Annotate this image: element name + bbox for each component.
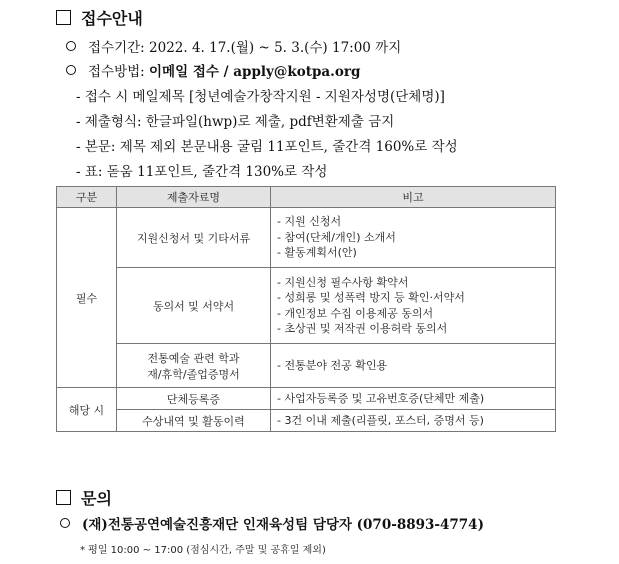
group-applicable: 해당 시: [57, 388, 117, 432]
circle-bullet-icon: [66, 65, 76, 75]
remarks-cell: [271, 208, 556, 268]
table-row: [57, 268, 556, 344]
document-name: 지원신청서 및 기타서류: [117, 208, 271, 268]
circle-bullet-icon: [60, 518, 70, 528]
method-value: 이메일 접수 / apply@kotpa.org: [149, 64, 361, 80]
period-line: [66, 36, 401, 56]
header-remarks: 비고: [271, 187, 556, 208]
remark-item: - 지원신청 필수사항 확약서: [277, 275, 409, 289]
section-title: 문의: [81, 489, 112, 508]
period-value: 2022. 4. 17.(월) ~ 5. 3.(수) 17:00 까지: [149, 40, 402, 56]
remark-item: - 성희롱 및 성폭력 방지 등 확인·서약서: [277, 291, 465, 304]
bullet-line: - 제출형식: 한글파일(hwp)로 제출, pdf변환제출 금지: [76, 114, 395, 130]
remark-item: - 3건 이내 제출(리플릿, 포스터, 증명서 등): [277, 413, 484, 427]
document-name: 수상내역 및 활동이력: [117, 410, 271, 432]
section-heading-inquiry: [56, 486, 112, 509]
remarks-cell: [271, 268, 556, 344]
remark-item: - 개인정보 수집 이용제공 동의서: [277, 306, 434, 320]
document-name: [117, 344, 271, 388]
remarks-cell: [271, 388, 556, 410]
remark-item: - 활동계획서(안): [277, 246, 357, 260]
header-document: 제출자료명: [117, 187, 271, 208]
table-row: [57, 388, 556, 410]
method-line: [66, 60, 360, 80]
section-heading-reception: [56, 6, 143, 29]
table-row: [57, 208, 556, 268]
checkbox-square-icon: [56, 10, 71, 25]
contact-text: (재)전통공연예술진흥재단 인재육성팀 담당자 (070-8893-4774): [82, 517, 484, 533]
group-required: 필수: [57, 208, 117, 388]
method-label: 접수방법:: [88, 64, 145, 80]
table-header-row: [57, 187, 556, 208]
table-row: [57, 410, 556, 432]
contact-line: [60, 513, 484, 533]
bullet-line: - 본문: 제목 제외 본문내용 굴림 11포인트, 줄간격 160%로 작성: [76, 139, 458, 155]
remarks-cell: [271, 410, 556, 432]
section-title: 접수안내: [81, 9, 143, 28]
checkbox-square-icon: [56, 490, 71, 505]
document-name: 단체등록증: [117, 388, 271, 410]
document-name: 동의서 및 서약서: [117, 268, 271, 344]
document-name-line: 전통예술 관련 학과: [147, 351, 240, 365]
header-category: 구분: [57, 187, 117, 208]
table-row: [57, 344, 556, 388]
remark-item: - 초상권 및 저작권 이용허락 동의서: [277, 322, 448, 335]
remarks-cell: [271, 344, 556, 388]
hours-note: * 평일 10:00 ~ 17:00 (점심시간, 주말 및 공휴일 제외): [80, 545, 326, 556]
remark-item: - 전통분야 전공 확인용: [277, 358, 388, 372]
document-name-line: 재/휴학/졸업증명서: [147, 367, 240, 381]
bullet-line: - 표: 돋움 11포인트, 줄간격 130%로 작성: [76, 164, 328, 180]
circle-bullet-icon: [66, 41, 76, 51]
remark-item: - 사업자등록증 및 고유번호증(단체만 제출): [277, 391, 485, 405]
remark-item: - 참여(단체/개인) 소개서: [277, 230, 396, 244]
remark-item: - 지원 신청서: [277, 215, 342, 229]
bullet-line: - 접수 시 메일제목 [청년예술가창작지원 - 지원자성명(단체명)]: [76, 89, 445, 105]
submission-table: [56, 186, 556, 432]
period-label: 접수기간:: [88, 40, 145, 56]
